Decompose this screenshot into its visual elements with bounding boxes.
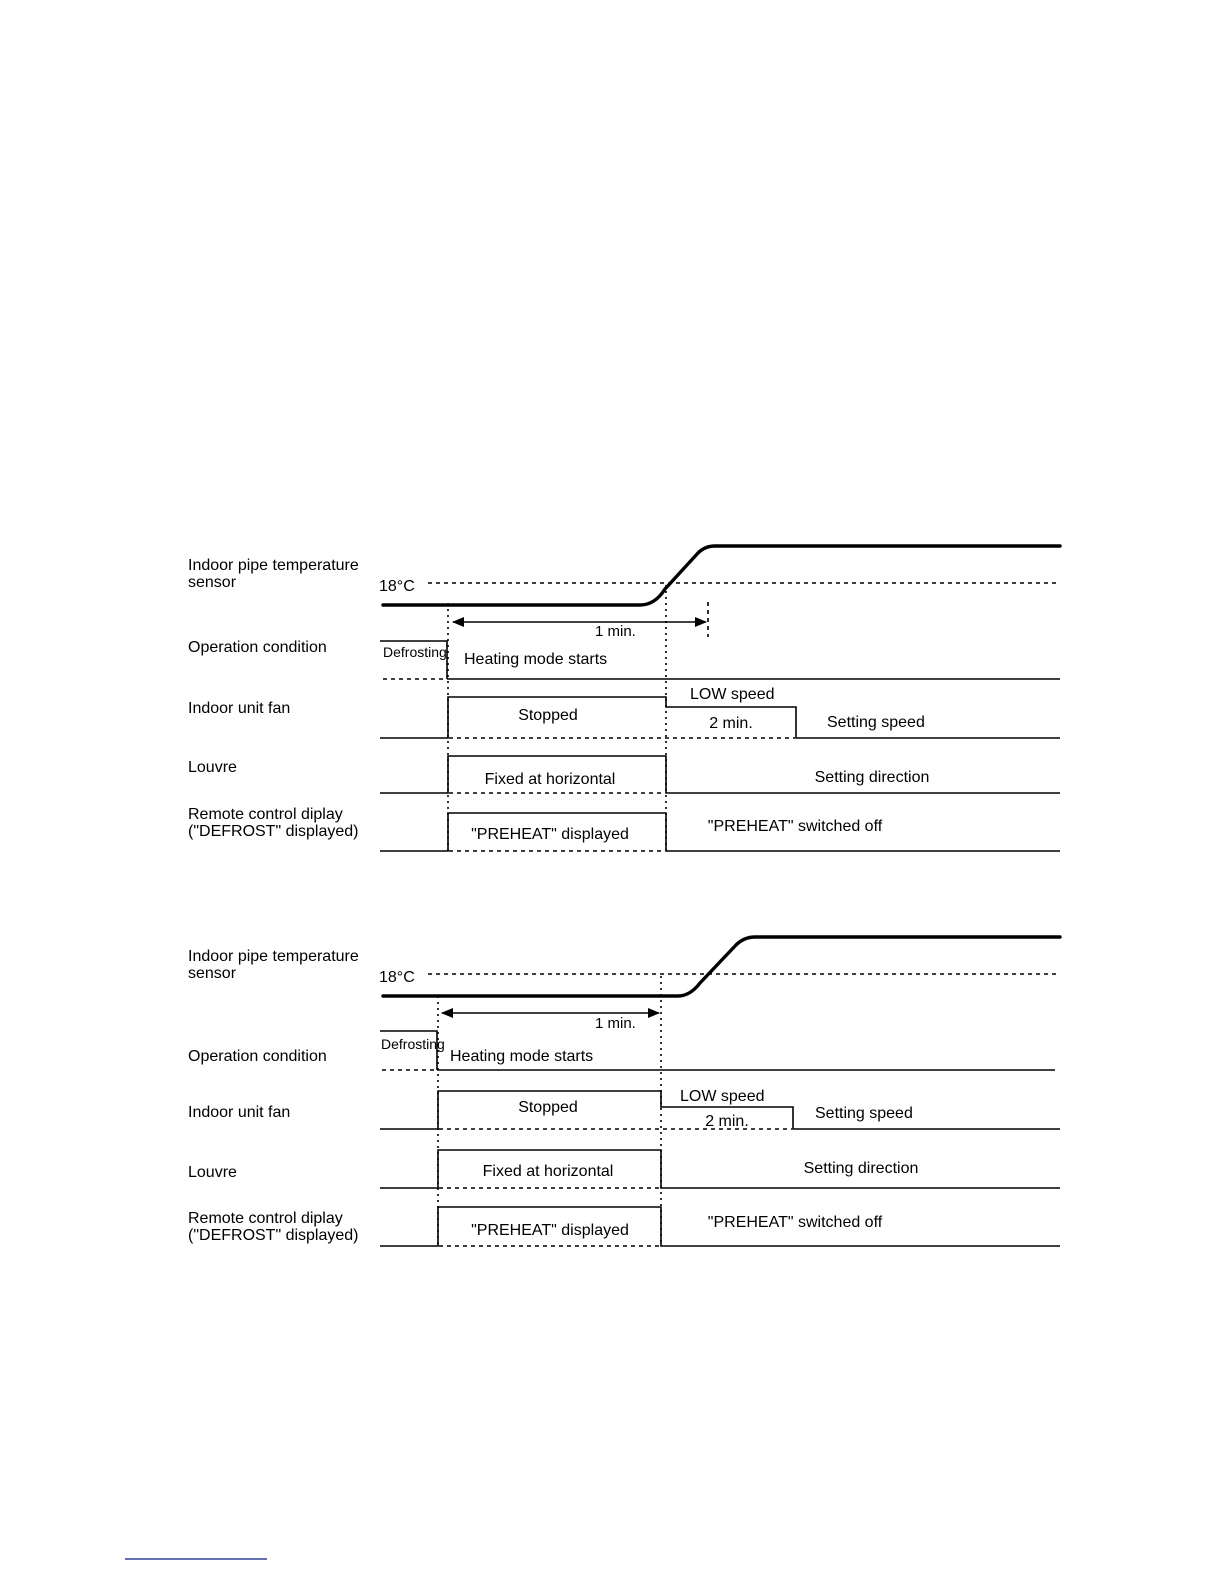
louvre-fixed-label: Fixed at horizontal [482, 1163, 614, 1180]
preheat-switched-off-label: "PREHEAT" switched off [707, 818, 883, 835]
row-label-pipe-sensor-line1: Indoor pipe temperature [188, 557, 359, 574]
heating-mode-starts-label: Heating mode starts [464, 651, 608, 668]
temperature-threshold-label: 18°C [379, 578, 415, 595]
row-label-remote-display-line1: Remote control diplay [188, 1210, 343, 1227]
row-label-pipe-sensor-line2: sensor [188, 574, 237, 591]
fan-setting-speed-label: Setting speed [827, 714, 925, 731]
louvre-fixed-label: Fixed at horizontal [484, 771, 616, 788]
heating-mode-starts-label: Heating mode starts [450, 1048, 594, 1065]
temperature-threshold-label: 18°C [379, 969, 415, 986]
interval-2-label: 2 min. [709, 715, 753, 732]
preheat-switched-off-label: "PREHEAT" switched off [707, 1214, 883, 1231]
defrosting-label: Defrosting [383, 644, 447, 660]
fan-stopped-label: Stopped [518, 707, 578, 724]
interval-2-label: 2 min. [705, 1113, 749, 1130]
row-label-indoor-unit-fan: Indoor unit fan [188, 1104, 291, 1121]
row-label-operation-condition: Operation condition [188, 1048, 327, 1065]
interval-1-label: 1 min. [595, 1015, 636, 1032]
timing-diagram-1 [188, 546, 1060, 852]
row-label-louvre: Louvre [188, 1164, 237, 1181]
row-label-remote-display-line1: Remote control diplay [188, 806, 343, 823]
louvre-setting-direction-label: Setting direction [814, 769, 930, 786]
row-label-remote-display-line2: ("DEFROST" displayed) [188, 823, 359, 840]
fan-low-speed-label: LOW speed [680, 1088, 765, 1105]
louvre-signal [380, 756, 1060, 793]
preheat-displayed-label: "PREHEAT" displayed [471, 826, 629, 843]
row-label-pipe-sensor-line1: Indoor pipe temperature [188, 948, 359, 965]
row-label-operation-condition: Operation condition [188, 639, 327, 656]
row-label-louvre: Louvre [188, 759, 237, 776]
louvre-setting-direction-label: Setting direction [803, 1160, 919, 1177]
timing-diagram-2 [188, 937, 1060, 1246]
pipe-temperature-trace [383, 546, 1060, 605]
row-label-remote-display-line2: ("DEFROST" displayed) [188, 1227, 359, 1244]
defrosting-label: Defrosting [381, 1036, 445, 1052]
interval-1-label: 1 min. [595, 623, 636, 640]
row-label-pipe-sensor-line2: sensor [188, 965, 237, 982]
pipe-temperature-trace [383, 937, 1060, 996]
preheat-displayed-label: "PREHEAT" displayed [471, 1222, 629, 1239]
fan-low-speed-label: LOW speed [690, 686, 775, 703]
fan-stopped-label: Stopped [518, 1099, 578, 1116]
row-label-indoor-unit-fan: Indoor unit fan [188, 700, 291, 717]
fan-setting-speed-label: Setting speed [815, 1105, 913, 1122]
